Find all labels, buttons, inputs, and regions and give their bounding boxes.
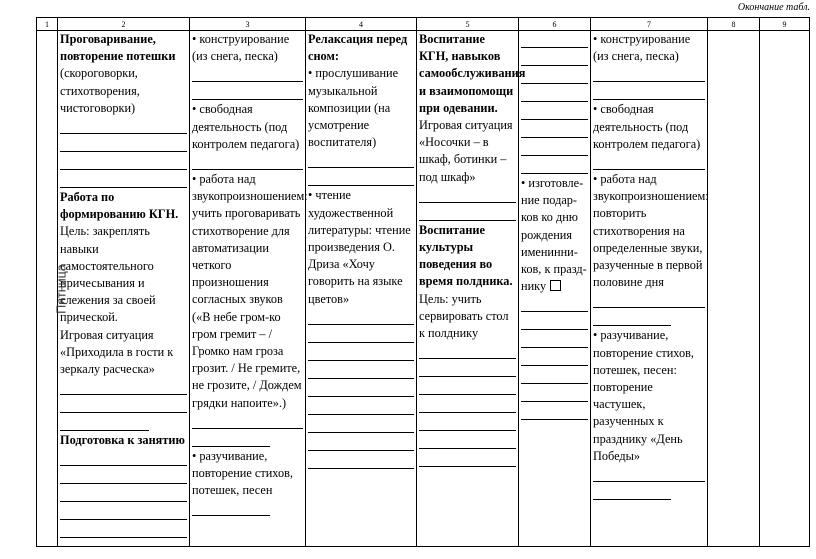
gift-making-item xyxy=(521,175,588,295)
blank-line xyxy=(521,313,588,330)
blank-line xyxy=(593,309,671,326)
col-number: 9 xyxy=(760,18,810,31)
blank-line xyxy=(419,342,516,359)
blank-line xyxy=(521,139,588,156)
blank-line xyxy=(60,171,187,188)
blank-line xyxy=(192,153,303,170)
blank-line xyxy=(419,378,516,395)
checkbox-icon xyxy=(550,280,561,291)
col3-cell xyxy=(190,31,306,547)
speech-repetition-text: (скороговорки, стихотворения, чистоговорки) xyxy=(60,66,140,115)
col8-cell xyxy=(708,31,760,547)
col-number: 4 xyxy=(306,18,417,31)
learning-poems-item: • разучивание, повторение стихов, потешек, песен xyxy=(192,448,294,498)
blank-line xyxy=(60,467,187,484)
blank-line xyxy=(60,503,187,520)
kgn-game-situation: Игровая ситуация «Приходила в гости к зеркалу расческа» xyxy=(60,327,174,377)
blank-line xyxy=(192,65,303,82)
day-cell xyxy=(37,31,69,547)
blank-line xyxy=(419,432,516,449)
col-number: 8 xyxy=(708,18,760,31)
column-number-row xyxy=(37,18,810,31)
blank-line xyxy=(521,121,588,138)
blank-line xyxy=(308,344,414,361)
blank-line xyxy=(419,450,516,467)
blank-line xyxy=(521,49,588,66)
kgn-goal: Цель: закреплять навыки самостоятельного причесывания и слежения за своей прической. xyxy=(60,224,156,325)
blank-line xyxy=(60,485,187,502)
blank-line xyxy=(593,483,671,500)
blank-line xyxy=(60,449,187,466)
blank-line xyxy=(308,380,414,397)
lesson-prep-heading: Подготовка к занятию xyxy=(60,433,185,448)
col9-cell xyxy=(760,31,810,547)
blank-line xyxy=(308,308,414,325)
free-activity-item: • свободная деятельность (под контролем педагога) xyxy=(593,102,701,151)
blank-line xyxy=(593,65,705,82)
col-number: 1 xyxy=(37,18,58,31)
blank-line xyxy=(521,103,588,120)
snack-behavior-heading: Воспитание культуры поведения во время полдника. xyxy=(419,222,513,289)
blank-line xyxy=(60,414,149,431)
blank-line xyxy=(521,31,588,48)
blank-line xyxy=(521,349,588,366)
col2-cell xyxy=(58,31,190,547)
blank-line xyxy=(192,499,270,516)
blank-line xyxy=(419,414,516,431)
blank-line xyxy=(593,153,705,170)
construction-item: • конструирование (из снега, песка) xyxy=(192,32,290,64)
blank-line xyxy=(521,157,588,174)
blank-line xyxy=(521,85,588,102)
col4-cell xyxy=(306,31,417,547)
blank-line xyxy=(308,326,414,343)
kgn-heading: Работа по формированию КГН. xyxy=(60,190,179,222)
pronunciation-item: • работа над звукопроизношением: учить проговаривать стихотворение для автоматизации четкого произношения согласных звуков («В небе гром-ко гром гремит – / Громко нам гроза грозит. / Не гремите, не грозите, / Дождем грядки напоите».) xyxy=(192,172,308,410)
music-item: • прослушивание музыкальной композиции (на усмотрение воспитателя) xyxy=(308,66,399,150)
blank-line xyxy=(308,151,414,168)
col5-cell xyxy=(417,31,526,547)
blank-line xyxy=(60,153,187,170)
blank-line xyxy=(419,186,516,203)
friday-row xyxy=(37,31,810,547)
blank-line xyxy=(521,67,588,84)
relaxation-heading: Релаксация перед сном: xyxy=(308,32,408,64)
self-service-heading: Воспитание КГН, навыков самообслуживания и взаимопомощи при одевании. xyxy=(419,32,526,115)
blank-line xyxy=(308,169,414,186)
free-activity-item: • свободная деятельность (под контролем педагога) xyxy=(192,102,300,151)
blank-line xyxy=(419,396,516,413)
col-number: 2 xyxy=(58,18,190,31)
blank-line xyxy=(593,291,705,308)
blank-line xyxy=(192,430,270,447)
table-continuation-note: Окончание табл. xyxy=(737,2,810,13)
construction-item: • конструирование (из снега, песка) xyxy=(593,32,691,64)
blank-line xyxy=(521,385,588,402)
col-number: 5 xyxy=(417,18,519,31)
learning-poems-item: • разучивание, повторение стихов, потешек, песен: повторение частушек, разученных к празднику «День Победы» xyxy=(593,328,695,463)
blank-line xyxy=(60,378,187,395)
blank-line xyxy=(60,521,187,538)
pronunciation-item: • работа над звукопроизношением: повторить стихотворения на определенные звуки, разученные в первой половине дня xyxy=(593,172,709,290)
dressing-game-situation: Игровая ситуация «Носочки – в шкаф, ботинки – под шкаф» xyxy=(419,118,513,184)
col-number: 3 xyxy=(190,18,306,31)
blank-line xyxy=(308,398,414,415)
speech-repetition-heading: Проговаривание, повторение потешки xyxy=(60,32,176,64)
blank-line xyxy=(308,416,414,433)
day-label: Пятница xyxy=(54,263,69,314)
blank-line xyxy=(60,135,187,152)
blank-line xyxy=(419,204,516,221)
blank-line xyxy=(308,362,414,379)
col6-cell xyxy=(519,31,591,547)
plan-table xyxy=(36,17,810,547)
blank-line xyxy=(593,83,705,100)
blank-line xyxy=(521,295,588,312)
blank-line xyxy=(192,412,303,429)
blank-line xyxy=(192,83,303,100)
blank-line xyxy=(521,331,588,348)
col-number: 7 xyxy=(591,18,708,31)
col-number: 6 xyxy=(519,18,591,31)
blank-line xyxy=(60,396,187,413)
blank-line xyxy=(308,452,414,469)
blank-line xyxy=(521,367,588,384)
gift-making-text: • изготовле-ние подар-ков ко дню рождения именинни-ков, к празд-нику xyxy=(521,176,587,294)
col7-cell xyxy=(591,31,708,547)
reading-item: • чтение художественной литературы: чтение произведения О. Дриза «Хочу говорить на языке цветов» xyxy=(308,188,411,306)
snack-goal: Цель: учить сервировать стол к полднику xyxy=(419,291,509,341)
blank-line xyxy=(521,403,588,420)
blank-line xyxy=(60,117,187,134)
blank-line xyxy=(419,360,516,377)
blank-line xyxy=(308,434,414,451)
blank-line xyxy=(593,465,705,482)
